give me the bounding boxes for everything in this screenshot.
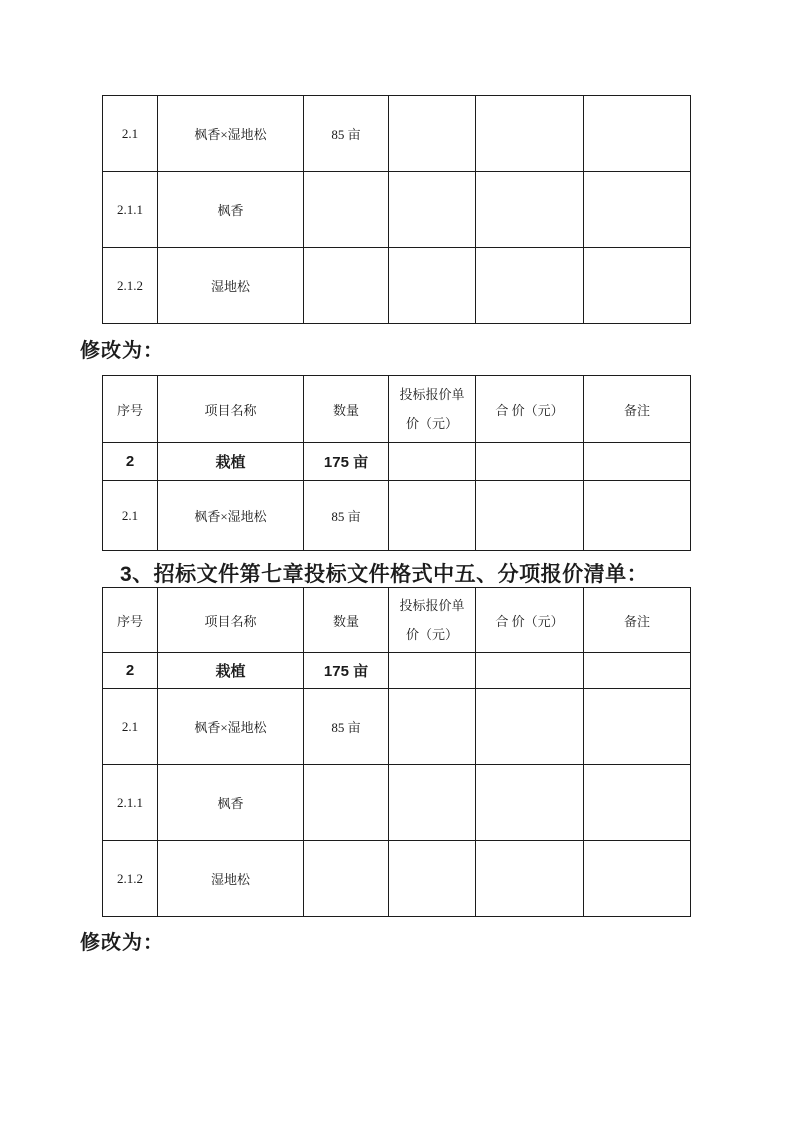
remarks-cell (584, 653, 691, 689)
remarks-cell (584, 689, 691, 765)
header-unit-price-line1: 投标报价单 (399, 598, 465, 613)
total-price-cell (476, 841, 584, 917)
quantity-cell (304, 841, 389, 917)
remarks-cell (584, 443, 691, 481)
header-remarks: 备注 (584, 588, 691, 653)
quantity-cell: 85 亩 (304, 689, 389, 765)
header-unit-price (389, 588, 476, 653)
table-row (103, 248, 691, 324)
table-row (103, 765, 691, 841)
seq-cell: 2.1.1 (103, 172, 158, 248)
seq-cell: 2.1.2 (103, 248, 158, 324)
quantity-cell: 85 亩 (304, 481, 389, 551)
header-seq: 序号 (103, 376, 158, 443)
total-price-cell (476, 653, 584, 689)
price-table-top-continuation (102, 95, 691, 324)
price-table-section5 (102, 587, 691, 917)
header-unit-price (389, 376, 476, 443)
remarks-cell (584, 841, 691, 917)
quantity-cell: 85 亩 (304, 96, 389, 172)
table-row (103, 841, 691, 917)
header-unit-price-line2: 价（元） (405, 627, 458, 642)
remarks-cell (584, 248, 691, 324)
total-price-cell (476, 443, 584, 481)
header-total-price: 合 价（元） (476, 376, 584, 443)
remarks-cell (584, 96, 691, 172)
table-row (103, 172, 691, 248)
table-row (103, 443, 691, 481)
seq-cell: 2.1 (103, 481, 158, 551)
seq-cell: 2.1.1 (103, 765, 158, 841)
header-unit-price-line2: 价（元） (405, 416, 458, 431)
total-price-cell (476, 481, 584, 551)
unit-price-cell (389, 689, 476, 765)
modified-to-label: 修改为： (80, 340, 164, 362)
project-name-cell: 枫香×湿地松 (158, 96, 304, 172)
unit-price-cell (389, 841, 476, 917)
unit-price-cell (389, 96, 476, 172)
header-quantity: 数量 (304, 376, 389, 443)
seq-cell: 2.1.2 (103, 841, 158, 917)
project-name-cell: 湿地松 (158, 841, 304, 917)
header-unit-price-line1: 投标报价单 (399, 387, 465, 402)
project-name-cell: 栽植 (158, 443, 304, 481)
quantity-cell (304, 172, 389, 248)
table-row (103, 689, 691, 765)
header-project-name: 项目名称 (158, 376, 304, 443)
seq-cell: 2.1 (103, 689, 158, 765)
project-name-cell: 栽植 (158, 653, 304, 689)
table-row (103, 653, 691, 689)
project-name-cell: 枫香×湿地松 (158, 689, 304, 765)
total-price-cell (476, 96, 584, 172)
unit-price-cell (389, 172, 476, 248)
total-price-cell (476, 172, 584, 248)
table-row (103, 481, 691, 551)
remarks-cell (584, 765, 691, 841)
remarks-cell (584, 481, 691, 551)
price-table-modified (102, 375, 691, 551)
unit-price-cell (389, 653, 476, 689)
header-remarks: 备注 (584, 376, 691, 443)
project-name-cell: 枫香 (158, 172, 304, 248)
quantity-cell: 175 亩 (304, 443, 389, 481)
seq-cell: 2.1 (103, 96, 158, 172)
unit-price-cell (389, 248, 476, 324)
unit-price-cell (389, 443, 476, 481)
total-price-cell (476, 689, 584, 765)
unit-price-cell (389, 765, 476, 841)
seq-cell: 2 (103, 653, 158, 689)
table-header-row (103, 376, 691, 443)
project-name-cell: 枫香 (158, 765, 304, 841)
total-price-cell (476, 765, 584, 841)
quantity-cell (304, 765, 389, 841)
project-name-cell: 湿地松 (158, 248, 304, 324)
header-total-price: 合 价（元） (476, 588, 584, 653)
quantity-cell: 175 亩 (304, 653, 389, 689)
total-price-cell (476, 248, 584, 324)
header-project-name: 项目名称 (158, 588, 304, 653)
section-3-heading: 3、招标文件第七章投标文件格式中五、分项报价清单： (120, 563, 649, 586)
quantity-cell (304, 248, 389, 324)
header-quantity: 数量 (304, 588, 389, 653)
project-name-cell: 枫香×湿地松 (158, 481, 304, 551)
remarks-cell (584, 172, 691, 248)
unit-price-cell (389, 481, 476, 551)
header-seq: 序号 (103, 588, 158, 653)
table-header-row (103, 588, 691, 653)
table-row (103, 96, 691, 172)
seq-cell: 2 (103, 443, 158, 481)
modified-to-label: 修改为： (80, 932, 164, 954)
